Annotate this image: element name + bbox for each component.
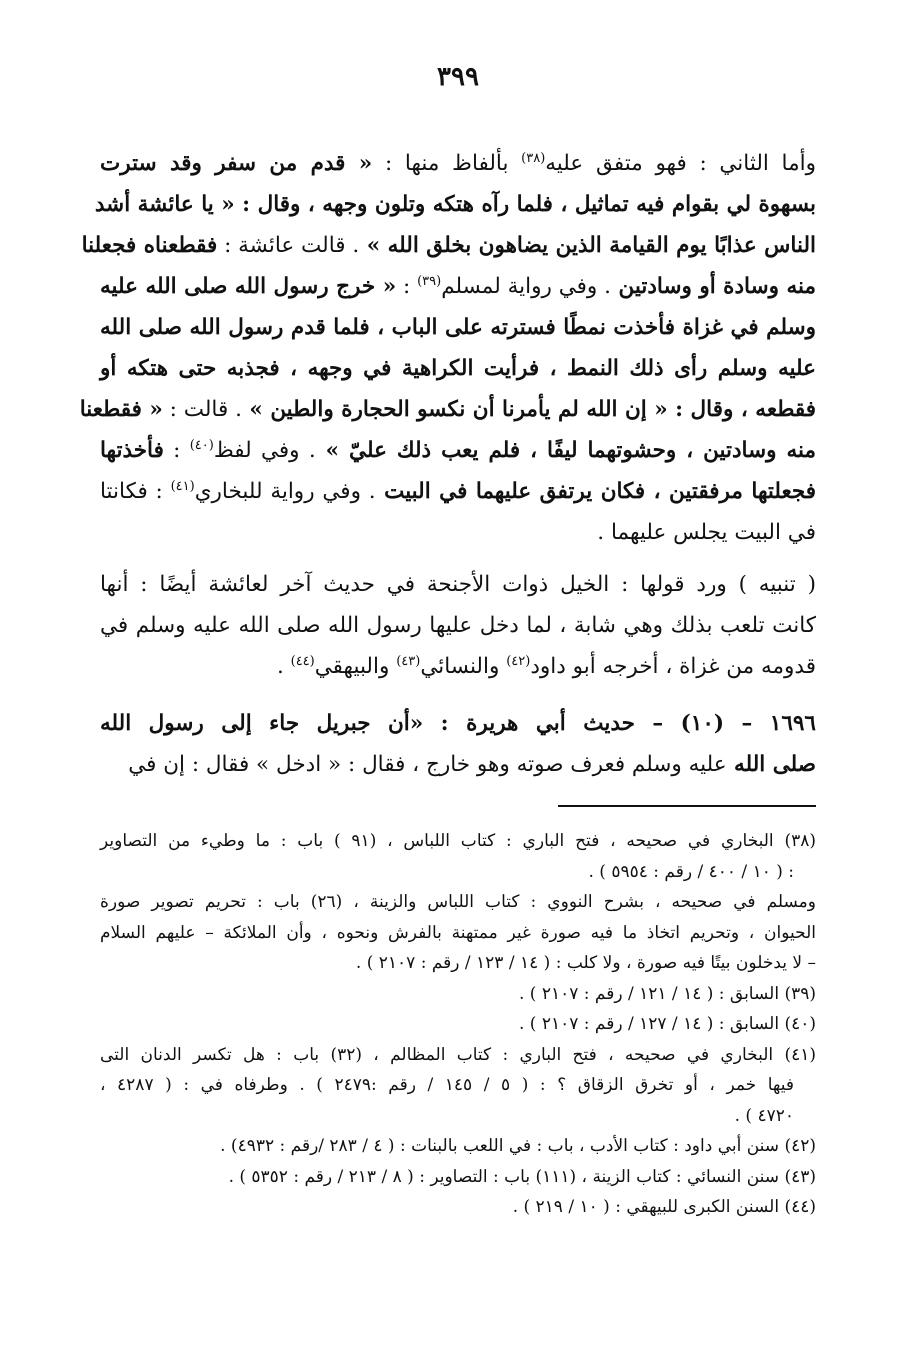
paragraph-hadith-text [79, 143, 816, 553]
text-run: . [276, 654, 291, 679]
footnote-line: (٤٢) سنن أبي داود : كتاب الأدب ، باب : في اللعب بالبنات : ( ٤ / ٢٨٣ /رقم : ٤٩٣٢) . [220, 1136, 816, 1156]
text-line [100, 605, 816, 646]
text-line [100, 471, 816, 512]
text-line [100, 307, 816, 348]
text-line [100, 744, 816, 785]
bold-text: «أن جبريل جاء إلى رسول الله [100, 711, 424, 736]
footnote-line: – لا يدخلون بيتًا فيه صورة ، ولا كلب : ( ١٤ / ١٢٣ / رقم : ٢١٠٧ ) . [355, 953, 816, 973]
text-run: . وفي رواية للبخاري [194, 479, 376, 504]
footnote-line: (٣٩) السابق : ( ١٤ / ١٢١ / رقم : ٢١٠٧ ) . [519, 983, 816, 1004]
text-run: والنسائي [420, 654, 507, 679]
text-line [100, 348, 816, 389]
text-line [100, 646, 816, 687]
footnotes [100, 826, 816, 1223]
footnote-line: الحيوان ، وتحريم اتخاذ ما فيه صورة غير ممتهنة بالفرش ونحوه ، وأن الملائكة – عليهم السلام [100, 922, 816, 943]
footnote-line: ٤٧٢٠ ) . [734, 1105, 794, 1126]
text-run: . وفي لفظ [213, 438, 316, 463]
text-run: . وفي رواية لمسلم [441, 274, 611, 299]
footnote-reference: (٤٠) [189, 437, 214, 453]
footnote-line: (٤٣) سنن النسائي : كتاب الزينة ، (١١١) باب : التصاوير : ( ٨ / ٢١٣ / رقم : ٥٣٥٢ ) . [228, 1166, 816, 1187]
bold-text: فجعلتها مرفقتين ، فكان يرتفق عليهما في البيت [375, 479, 816, 504]
text-line [79, 389, 816, 430]
footnote-line: فيها خمر ، أو تخرق الزقاق ؟ : ( ٥ / ١٤٥ / رقم :٢٤٧٩ ) . وطرفاه في : ( ٤٢٨٧ ، [100, 1075, 794, 1095]
text-line [81, 225, 816, 266]
footnote-separator [558, 805, 816, 807]
footnote-line: : ( ١٠ / ٤٠٠ / رقم : ٥٩٥٤ ) . [588, 861, 794, 882]
bold-text: عليه وسلم رأى ذلك النمط ، فرأيت الكراهية في وجهه ، فجذبه حتى هتكه أو [100, 356, 816, 381]
text-run: في البيت يجلس عليهما . [597, 520, 816, 545]
footnote-line: (٤٠) السابق : ( ١٤ / ١٢٧ / رقم : ٢١٠٧ ) . [519, 1014, 816, 1034]
text-run: بألفاظ منها : [372, 151, 522, 176]
text-run: : [163, 438, 190, 463]
bold-text: منه وسادة أو وسادتين [610, 274, 816, 299]
text-run: والبيهقي [314, 654, 397, 679]
text-run: . قالت : [162, 397, 242, 422]
text-run: : فكانتا [100, 479, 171, 504]
text-line [100, 703, 816, 744]
bold-text: ١٦٩٦ – (١٠) – حديث أبي هريرة : [423, 711, 816, 736]
bold-text: فقطعناه فجعلنا [81, 233, 218, 258]
footnote-reference: (٤٢) [506, 653, 531, 669]
footnote-line: (٤١) البخاري في صحيحه ، فتح الباري : كتاب المظالم ، (٣٢) باب : هل تكسر الدنان التى [100, 1044, 816, 1065]
text-line [94, 184, 816, 225]
text-run: وأما الثاني : فهو متفق عليه [545, 151, 816, 176]
bold-text: صلى الله [726, 752, 816, 777]
bold-text: بسهوة لي بقوام فيه تماثيل ، فلما رآه هتكه وتلون وجهه ، وقال : « يا عائشة أشد [94, 192, 816, 217]
text-run: قدومه من غزاة ، أخرجه أبو داود [530, 654, 816, 679]
bold-text: الناس عذابًا يوم القيامة الذين يضاهون بخلق الله » [359, 233, 816, 258]
bold-text: فقطعه ، وقال : « إن الله لم يأمرنا أن نكسو الحجارة والطين » [241, 397, 816, 422]
text-run: كانت تلعب بذلك وهي شابة ، لما دخل عليها رسول الله صلى الله عليه وسلم في [100, 613, 816, 638]
text-line [100, 430, 816, 471]
text-run: : [396, 274, 418, 299]
bold-text: فأخذتها [100, 438, 164, 463]
page-number: ٣٩٩ [437, 62, 479, 92]
footnote-reference: (٤٣) [396, 653, 421, 669]
footnote-reference: (٤٤) [290, 653, 315, 669]
text-line [100, 564, 816, 605]
bold-text: « خرج رسول الله صلى الله عليه [100, 274, 397, 299]
footnote-reference: (٣٨) [521, 150, 546, 166]
footnote-reference: (٤١) [170, 478, 195, 494]
bold-text: « فقطعنا [79, 397, 163, 422]
paragraph-hadith-1696 [100, 703, 816, 785]
footnote-line: (٤٤) السنن الكبرى للبيهقي : ( ١٠ / ٢١٩ ) . [512, 1197, 816, 1217]
text-line [100, 512, 816, 553]
bold-text: « قدم من سفر وقد سترت [100, 151, 373, 176]
footnote-reference: (٣٩) [417, 273, 442, 289]
text-run: عليه وسلم فعرف صوته وهو خارج ، فقال : « ادخل » فقال : إن في [128, 752, 727, 777]
text-line [100, 266, 816, 307]
bold-text: منه وسادتين ، وحشوتهما ليفًا ، فلم يعب ذلك عليّ » [315, 438, 816, 463]
footnote-line: (٣٨) البخاري في صحيحه ، فتح الباري : كتاب اللباس ، (٩١ ) باب : ما وطيء من التصاوير [100, 831, 816, 851]
text-run: ( تنبيه ) ورد قولها : الخيل ذوات الأجنحة في حديث آخر لعائشة أيضًا : أنها [100, 572, 816, 597]
text-line [100, 143, 816, 184]
text-run: . قالت عائشة : [217, 233, 360, 258]
paragraph-note-tanbih [100, 564, 816, 687]
footnote-line: ومسلم في صحيحه ، بشرح النووي : كتاب اللباس والزينة ، (٢٦) باب : تحريم تصوير صورة [100, 892, 817, 912]
bold-text: وسلم في غزاة فأخذت نمطًا فسترته على الباب ، فلما قدم رسول الله صلى الله [100, 315, 816, 340]
